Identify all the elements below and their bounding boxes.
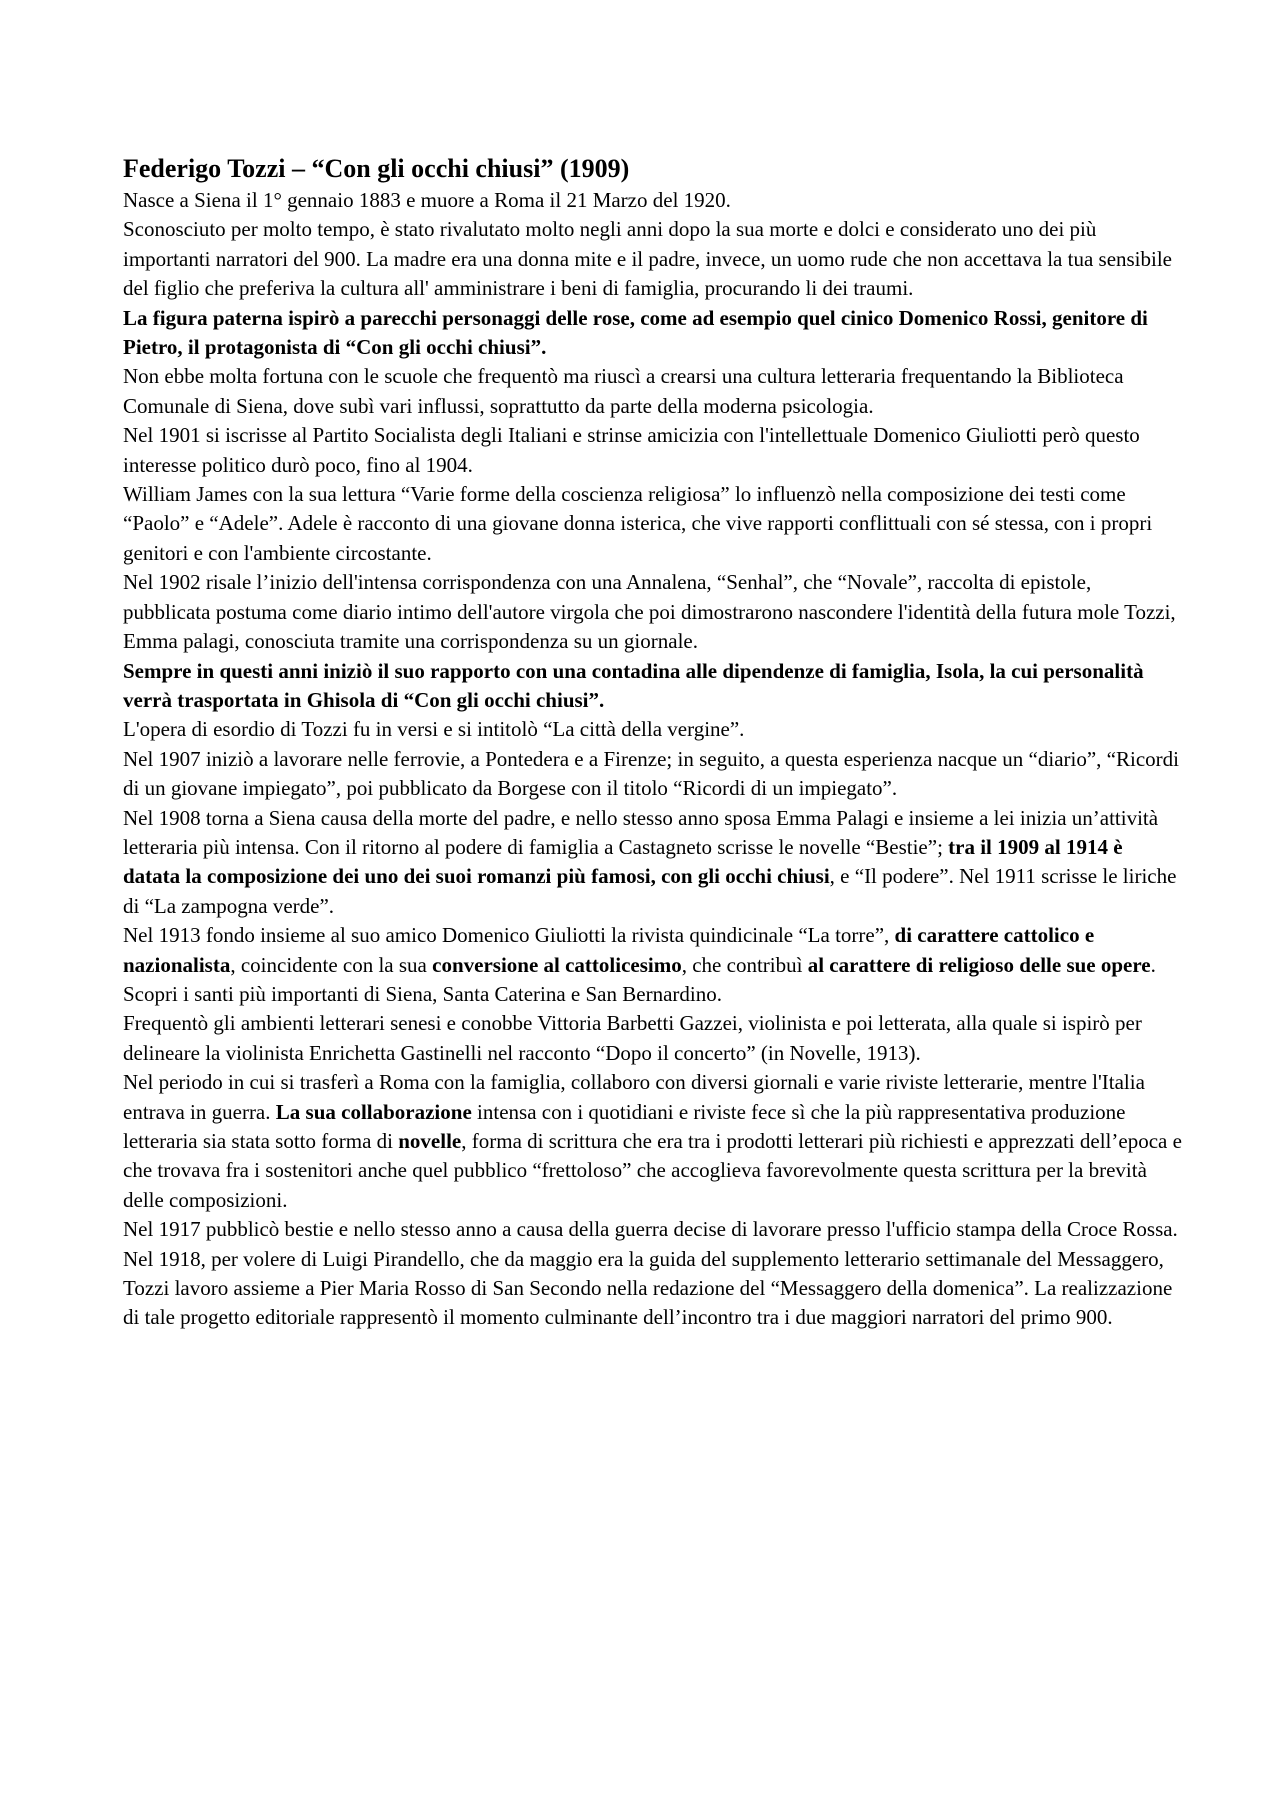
paragraph xyxy=(123,1245,1183,1333)
text-segment: , coincidente con la sua xyxy=(230,952,433,977)
paragraph xyxy=(123,1215,1183,1244)
text-segment: Nel 1908 torna a Siena causa della morte del padre, e nello stesso anno sposa Emma Palagi e insieme a lei inizia un’attività letteraria più intensa. Con il ritorno al podere di famiglia a Castagneto scrisse le novelle “Bestie”; xyxy=(123,805,1159,859)
paragraph xyxy=(123,745,1183,804)
paragraph xyxy=(123,480,1183,568)
bold-text: La figura paterna ispirò a parecchi personaggi delle rose, come ad esempio quel cinico Domenico Rossi, genitore di Pietro, il protagonista di “Con gli occhi chiusi”. xyxy=(123,305,1148,360)
document-page xyxy=(123,152,1183,1333)
text-segment: Nel periodo in cui si trasferì a Roma con la famiglia, collaboro con diversi giornali e varie riviste letterarie, mentre l'Italia entrava in guerra. xyxy=(123,1070,1145,1124)
text-segment: Frequentò gli ambienti letterari senesi e conobbe Vittoria Barbetti Gazzei, violinista e poi letterata, alla quale si ispirò per delineare la violinista Enrichetta Gastinelli nel racconto “Dopo il concerto” (in Novelle, 1913). xyxy=(123,1011,1142,1065)
paragraph xyxy=(123,921,1183,1009)
bold-text: La sua collaborazione xyxy=(275,1099,472,1124)
text-segment: intensa con i quotidiani e riviste fece sì che la più rappresentativa produzione letteraria sia stata sotto forma di xyxy=(123,1099,1126,1153)
text-segment: L'opera di esordio di Tozzi fu in versi e si intitolò “La città della vergine”. xyxy=(123,717,745,742)
text-segment: , forma di scrittura che era tra i prodotti letterari più richiesti e apprezzati dell’epoca e che trovava fra i sostenitori anche quel pubblico “frettoloso” che accoglieva favorevolmente questa scrittura per la brevità delle composizioni. xyxy=(123,1129,1182,1212)
text-segment: , e “Il podere”. Nel 1911 scrisse le liriche di “La zampogna verde”. xyxy=(123,864,1177,918)
bold-text: di carattere cattolico e nazionalista xyxy=(123,923,1095,977)
paragraph xyxy=(123,657,1183,716)
paragraph xyxy=(123,186,1183,215)
text-segment: Non ebbe molta fortuna con le scuole che frequentò ma riuscì a crearsi una cultura letteraria frequentando la Biblioteca Comunale di Siena, dove subì vari influssi, soprattutto da parte della moderna psicologia. xyxy=(123,364,1124,418)
paragraph xyxy=(123,421,1183,480)
text-segment: Nasce a Siena il 1° gennaio 1883 e muore a Roma il 21 Marzo del 1920. xyxy=(123,188,731,212)
text-segment: Nel 1902 risale l’inizio dell'intensa corrispondenza con una Annalena, “Senhal”, che “Novale”, raccolta di epistole, pubblicata postuma come diario intimo dell'autore virgola che poi dimostrarono nascondere l'identità della futura mole Tozzi, Emma palagi, conosciuta tramite una corrispondenza su un giornale. xyxy=(123,570,1176,654)
text-segment: , che contribuì xyxy=(681,952,808,977)
paragraph xyxy=(123,304,1183,363)
bold-text: al carattere di religioso delle sue opere xyxy=(807,952,1151,977)
paragraph xyxy=(123,1068,1183,1215)
text-segment: William James con la sua lettura “Varie forme della coscienza religiosa” lo influenzò nella composizione dei testi come “Paolo” e “Adele”. Adele è racconto di una giovane donna isterica, che vive rapporti conflittuali con sé stessa, con i propri genitori e con l'ambiente circostante. xyxy=(123,482,1153,565)
text-segment: Nel 1907 iniziò a lavorare nelle ferrovie, a Pontedera e a Firenze; in seguito, a questa esperienza nacque un “diario”, “Ricordi di un giovane impiegato”, poi pubblicato da Borgese con il titolo “Ricordi di un impiegato”. xyxy=(123,746,1179,801)
bold-text: Sempre in questi anni iniziò il suo rapporto con una contadina alle dipendenze di famiglia, Isola, la cui personalità verrà trasportata in Ghisola di “Con gli occhi chiusi”. xyxy=(123,658,1144,712)
bold-text: conversione al cattolicesimo xyxy=(432,952,682,977)
bold-text: novelle xyxy=(398,1129,462,1153)
text-segment: Nel 1901 si iscrisse al Partito Socialista degli Italiani e strinse amicizia con l'intellettuale Domenico Giuliotti però questo interesse politico durò poco, fino al 1904. xyxy=(123,423,1140,477)
text-segment: . Scopri i santi più importanti di Siena, Santa Caterina e San Bernardino. xyxy=(123,952,1156,1006)
document-title: Federigo Tozzi – “Con gli occhi chiusi” (1909) xyxy=(123,154,630,183)
bold-text: tra il 1909 al 1914 è datata la composizione dei uno dei suoi romanzi più famosi, con gli occhi chiusi xyxy=(123,834,1123,889)
paragraph xyxy=(123,215,1183,303)
text-segment: Nel 1917 pubblicò bestie e nello stesso anno a causa della guerra decise di lavorare presso l'ufficio stampa della Croce Rossa. xyxy=(123,1217,1178,1242)
paragraph xyxy=(123,804,1183,922)
paragraph xyxy=(123,1009,1183,1068)
document-body xyxy=(123,186,1183,1333)
text-segment: Nel 1918, per volere di Luigi Pirandello, che da maggio era la guida del supplemento letterario settimanale del Messaggero, Tozzi lavoro assieme a Pier Maria Rosso di San Secondo nella redazione del “Messaggero della domenica”. La realizzazione di tale progetto editoriale rappresentò il momento culminante dell’incontro tra i due maggiori narratori del primo 900. xyxy=(123,1246,1173,1330)
paragraph xyxy=(123,715,1183,744)
paragraph xyxy=(123,362,1183,421)
text-segment: Nel 1913 fondo insieme al suo amico Domenico Giuliotti la rivista quindicinale “La torre”, xyxy=(123,923,895,948)
paragraph xyxy=(123,568,1183,656)
text-segment: Sconosciuto per molto tempo, è stato rivalutato molto negli anni dopo la sua morte e dolci e considerato uno dei più importanti narratori del 900. La madre era una donna mite e il padre, invece, un uomo rude che non accettava la tua sensibile del figlio che preferiva la cultura all' amministrare i beni di famiglia, procurando li dei traumi. xyxy=(123,217,1173,301)
